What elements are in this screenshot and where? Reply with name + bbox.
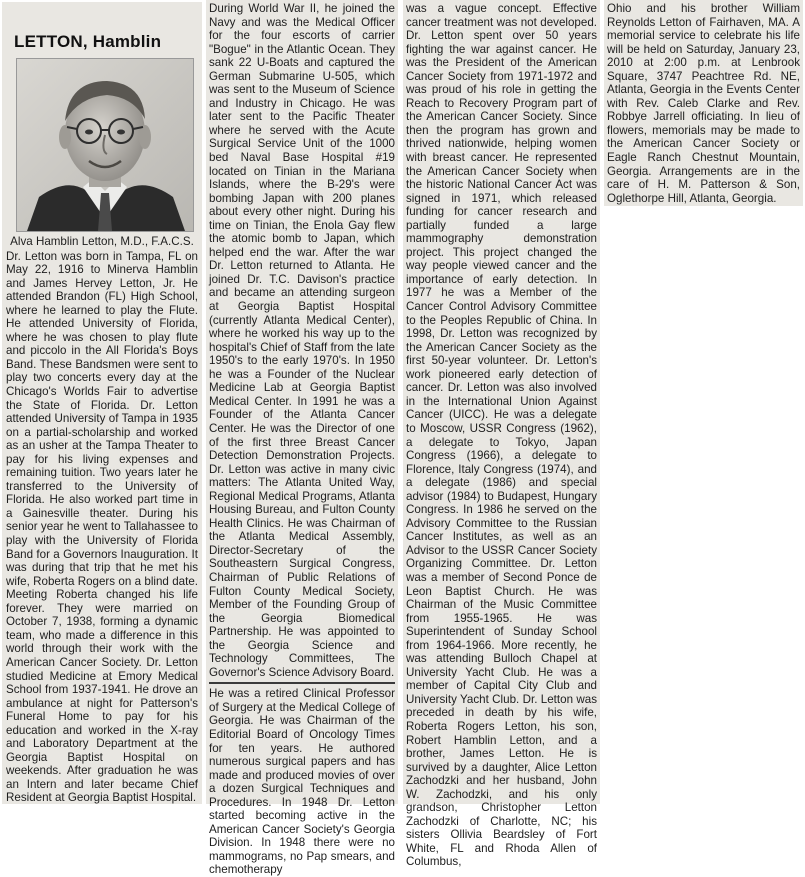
obituary-paragraph: was a vague concept. Effective cancer treatment was not developed. Dr. Letton spent over 50 years fighting the war against cancer. He was the President of the American Cancer Society from 1971-1972 and was proud of his role in getting the Reach to Recovery Program part of the American Cancer Society. Since then the program has grown and thrived nationwide, helping women with breast cancer. He represented the American Cancer Society when the historic National Cancer Act was signed in 1971, which released funding for cancer research and partially funded a large mammography demonstration project. This project changed the way people viewed cancer and the importance of early detection. In 1977 he was a Member of the Cancer Control Advisory Committee to the Peoples Republic of China. In 1998, Dr. Letton was recognized by the American Cancer Society as the first 50-year volunteer. Dr. Letton's work pioneered early detection of cancer. Dr. Letton was also involved in the International Union Against Cancer (UICC). He was a delegate to Moscow, USSR Congress (1962), a delegate to Tokyo, Japan Congress (1966), a delegate to Florence, Italy Congress (1974), and a delegate (1986) and special advisor (1984) to Budapest, Hungary Congress. In 1986 he served on the Advisory Committee to the Russian Cancer Institutes, as well as an Advisor to the USSR Cancer Society Organizing Committee. Dr. Letton was a member of Second Ponce de Leon Baptist Church. He was Chairman of the Music Committee from 1955-1965. He was Superintendent of Sunday School from 1964-1966. More recently, he was attending Bulloch Chapel at University Yacht Club. He was a member of Capital City Club and University Yacht Club. Dr. Letton was preceded in death by his wife, Roberta Rogers Letton, his son, Robert Hamblin Letton, and a brother, James Letton. He is survived by a daughter, Alice Letton Zachodzki and her husband, John W. Zachodzki, and his only grandson, Christopher Letton Zachodzki of Charlotte, NC; his sisters Ollivia Beardsley of Fort White, FL and Rhoda Allen of Columbus,	[406, 2, 597, 869]
obituary-paragraph: During World War II, he joined the Navy and was the Medical Officer for the four escorts of carrier "Bogue" in the Atlantic Ocean. They sank 22 U-Boats and captured the German Submarine U-505, which was sent to the Museum of Science and Industry in Chicago. He was later sent to the Pacific Theater where he served with the Acute Surgical Service Unit of the 1000 bed Naval Base Hospital #19 located on Tinian in the Mariana Islands, where the B-29's were bombing Japan with 200 planes about every other night. During his time on Tinian, the Enola Gay flew the atomic bomb to Japan, which helped end the war. After the war Dr. Letton returned to Atlanta. He joined Dr. T.C. Davison's practice and became an attending surgeon at Georgia Baptist Hospital (currently Atlanta Medical Center), where he worked his way up to the hospital's Chief of Staff from the late 1950's to the early 1970's. In 1950 he was a Founder of the Nuclear Medicine Lab at Georgia Baptist Medical Center. In 1991 he was a Founder of the Atlanta Cancer Center. He was the Director of one of the first three Breast Cancer Detection Demonstration Projects. Dr. Letton was active in many civic matters: The Atlanta United Way, Regional Medical Programs, Atlanta Housing Bureau, and Fulton County Health Clinics. He was Chairman of the Atlanta Medical Assembly, Director-Secretary of the Southeastern Surgical Congress, Chairman of Public Relations of Fulton County Medical Society, Member of the Founding Group of the Georgia Biomedical Partnership. He was appointed to the Georgia Science and Technology Committees, The Governor's Science Advisory Board.	[209, 2, 395, 679]
obituary-column-3	[403, 0, 600, 869]
portrait-photo	[16, 58, 194, 232]
obituary-paragraph: Dr. Letton was born in Tampa, FL on May 22, 1916 to Minerva Hamblin and James Hervey Letton, Jr. He attended Brandon (FL) High School, where he learned to play the Flute. He attended University of Florida, where he was chosen to play flute and piccolo in the All Florida's Boys Band. These Bandsmen were sent to play two concerts every day at the Chicago's Worlds Fair to advertise the State of Florida. Dr. Letton attended University of Tampa in 1935 on a partial-scholarship and worked as an usher at the Tampa Theater to pay for his living expenses and remaining tuition. Two years later he transferred to the University of Florida. He also worked part time in a Gainesville theater. During his senior year he went to Tallahassee to play with the University of Florida Band for a Governors Inauguration. It was during that trip that he met his wife, Roberta Rogers on a blind date. Meeting Roberta changed his life forever. They were married on October 7, 1938, forming a dynamic team, who made a difference in this world through their work with the American Cancer Society. Dr. Letton studied Medicine at Emory Medical School from 1937-1941. He drove an ambulance at night for Patterson's Funeral Home to pay for his education and worked in the X-ray and Laboratory Department at the Georgia Baptist Hospital on weekends. After graduation he was an Intern and later became Chief Resident at Georgia Baptist Hospital.	[6, 249, 198, 805]
portrait-illustration	[17, 59, 193, 231]
obituary-column-1	[2, 2, 202, 804]
obituary-column-2	[206, 0, 398, 877]
obituary-paragraph: Ohio and his brother William Reynolds Letton of Fairhaven, MA. A memorial service to celebrate his life will be held on Saturday, January 23, 2010 at 2:00 p.m. at Lenbrook Square, 3747 Peachtree Rd. NE, Atlanta, Georgia in the Events Center with Rev. Caleb Clarke and Rev. Robbye Jarrell officiating. In lieu of flowers, memorials may be made to the American Cancer Society or Eagle Ranch Chestnut Mountain, Georgia. Arrangements are in the care of H. M. Patterson & Son, Oglethorpe Hill, Atlanta, Georgia.	[607, 2, 800, 205]
obituary-column-4	[604, 0, 803, 206]
obituary-paragraph: He was a retired Clinical Professor of Surgery at the Medical College of Georgia. He was Chairman of the Editorial Board of Oncology Times for ten years. He authored numerous surgical papers and has made and produced movies of over a dozen Surgical Techniques and Procedures. In 1948 Dr. Letton started becoming active in the American Cancer Society's Georgia Division. In 1948 there were no mammograms, no Pap smears, and chemotherapy	[209, 687, 395, 877]
photo-caption: Alva Hamblin Letton, M.D., F.A.C.S.	[10, 235, 194, 248]
column-divider	[209, 682, 395, 684]
obituary-headline: LETTON, Hamblin	[14, 32, 162, 51]
